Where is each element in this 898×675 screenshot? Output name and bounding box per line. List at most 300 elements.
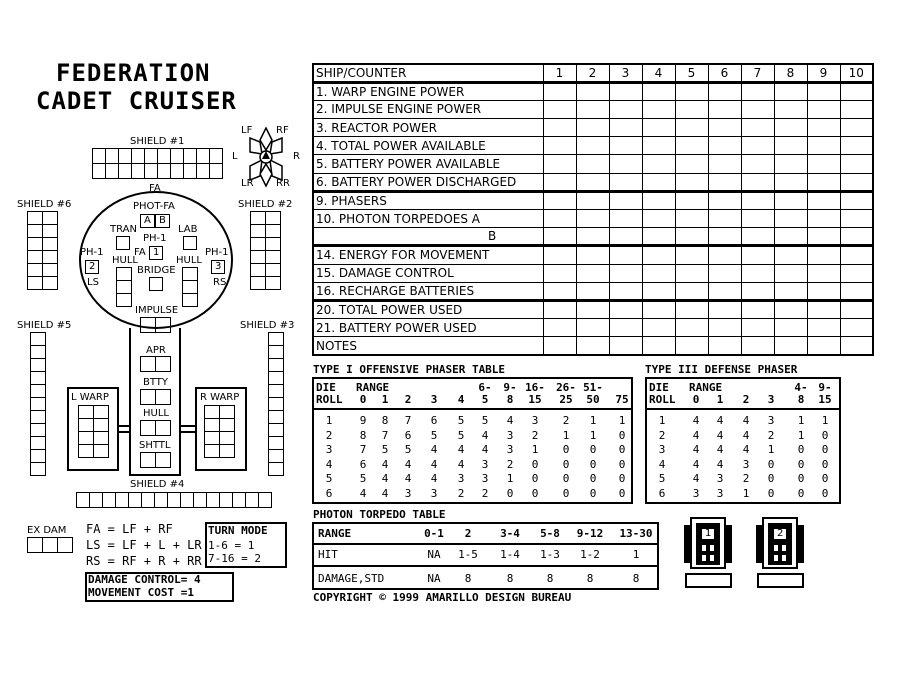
energy-cell[interactable] [609, 300, 642, 318]
compass-r: R [293, 151, 300, 162]
phaser-result: 4 [430, 443, 438, 456]
drone-rack-2-box[interactable] [757, 573, 804, 588]
energy-cell[interactable] [642, 100, 675, 118]
shield5-boxes[interactable] [30, 332, 46, 475]
rs-equation: RS = RF + R + RR [86, 554, 202, 568]
phaser-result: 5 [457, 428, 465, 442]
photon-range-value: 13-30 [619, 527, 653, 540]
phaser-die-value: 5 [658, 472, 666, 485]
ph1-top-label: PH-1 [143, 233, 167, 244]
hull-center-label: HULL [143, 408, 169, 419]
energy-cell[interactable] [708, 337, 741, 355]
energy-cell[interactable] [675, 119, 708, 137]
energy-cell[interactable] [675, 228, 708, 246]
energy-cell[interactable] [675, 337, 708, 355]
energy-cell[interactable] [642, 119, 675, 137]
energy-cell[interactable] [543, 246, 576, 264]
energy-cell[interactable] [741, 210, 774, 228]
shield1-boxes[interactable] [92, 148, 222, 164]
energy-cell[interactable] [642, 228, 675, 246]
energy-col-8: 8 [774, 64, 807, 82]
phaser-result: 4 [716, 428, 724, 442]
energy-col-1: 1 [543, 64, 576, 82]
energy-cell[interactable] [576, 100, 609, 118]
energy-cell[interactable] [609, 337, 642, 355]
phaser-result: 4 [430, 457, 438, 471]
energy-cell[interactable] [543, 137, 576, 155]
energy-cell[interactable] [543, 100, 576, 118]
phaser-range-bot: 8 [797, 393, 805, 406]
phaser-result: 5 [381, 443, 389, 456]
energy-cell[interactable] [543, 173, 576, 191]
phaser-result: 0 [562, 457, 570, 471]
energy-cell[interactable] [642, 282, 675, 300]
shield1-label: SHIELD #1 [130, 136, 185, 147]
energy-cell[interactable] [642, 337, 675, 355]
energy-cell[interactable] [609, 119, 642, 137]
energy-row-label: 9. PHASERS [313, 191, 543, 209]
shield6-boxes-a[interactable] [27, 211, 43, 289]
energy-cell[interactable] [609, 228, 642, 246]
energy-cell[interactable] [609, 191, 642, 209]
energy-col-2: 2 [576, 64, 609, 82]
energy-row-label: 3. REACTOR POWER [313, 119, 543, 137]
hull-right-label: HULL [176, 255, 202, 266]
phaser-range-bot: 8 [506, 393, 514, 406]
energy-cell[interactable] [576, 300, 609, 318]
energy-cell[interactable] [543, 264, 576, 282]
energy-cell[interactable] [576, 173, 609, 191]
phaser-result: 1 [767, 443, 775, 456]
turn-mode-title: TURN MODE [208, 524, 268, 537]
phaser-range-top: 4- [794, 381, 808, 394]
btty-boxes[interactable] [140, 389, 170, 405]
energy-cell[interactable] [774, 191, 807, 209]
phaser-die-value: 3 [658, 443, 666, 456]
phaser-result: 1 [618, 414, 626, 427]
apr-boxes[interactable] [140, 356, 170, 372]
energy-cell[interactable] [609, 210, 642, 228]
energy-cell[interactable] [543, 282, 576, 300]
phaser-range-top: 16- [525, 381, 545, 394]
energy-cell[interactable] [609, 319, 642, 337]
energy-cell[interactable] [543, 228, 576, 246]
energy-cell[interactable] [807, 119, 840, 137]
lab-box[interactable] [183, 236, 197, 250]
phaser-result: 6 [359, 457, 367, 471]
phaser-range-label: RANGE [356, 381, 390, 394]
energy-cell[interactable] [741, 264, 774, 282]
phaser-result: 4 [716, 443, 724, 456]
phaser-result: 4 [404, 472, 412, 485]
phaser-range-bot: 5 [481, 393, 489, 406]
ph1-right-label: PH-1 [205, 247, 229, 258]
phaser-result: 1 [506, 472, 514, 485]
energy-cell[interactable] [774, 319, 807, 337]
energy-cell[interactable] [774, 137, 807, 155]
energy-cell[interactable] [609, 246, 642, 264]
energy-cell[interactable] [708, 119, 741, 137]
energy-cell[interactable] [807, 210, 840, 228]
phaser-range-bot: 3 [430, 393, 438, 406]
drone-rack-1-num: 1 [705, 528, 712, 539]
phaser-result: 4 [404, 457, 412, 471]
phaser-range-bot: 4 [457, 393, 465, 406]
turn-mode-2: 7-16 = 2 [208, 552, 261, 565]
energy-cell[interactable] [576, 264, 609, 282]
phaser-result: 5 [457, 414, 465, 427]
energy-cell[interactable] [675, 191, 708, 209]
shield3-boxes[interactable] [268, 332, 284, 475]
energy-cell[interactable] [807, 191, 840, 209]
bridge-box[interactable] [149, 277, 163, 291]
phaser-result: 1 [531, 443, 539, 456]
energy-cell[interactable] [741, 282, 774, 300]
phaser-result: 3 [767, 414, 775, 427]
hull-left-boxes[interactable] [116, 267, 132, 306]
energy-cell[interactable] [774, 228, 807, 246]
energy-cell[interactable] [840, 319, 873, 337]
energy-cell[interactable] [675, 264, 708, 282]
energy-cell[interactable] [807, 100, 840, 118]
energy-cell[interactable] [840, 246, 873, 264]
energy-cell[interactable] [609, 100, 642, 118]
exdam-boxes[interactable] [27, 537, 72, 553]
energy-cell[interactable] [840, 228, 873, 246]
phaser3-table [645, 377, 841, 504]
energy-cell[interactable] [543, 119, 576, 137]
phaser-result: 4 [457, 443, 465, 456]
energy-row-label: 15. DAMAGE CONTROL [313, 264, 543, 282]
energy-cell[interactable] [576, 210, 609, 228]
energy-cell[interactable] [576, 137, 609, 155]
phaser-result: 2 [742, 472, 750, 485]
phaser-result: 0 [531, 472, 539, 485]
energy-cell[interactable] [741, 82, 774, 100]
energy-col-6: 6 [708, 64, 741, 82]
energy-cell[interactable] [675, 173, 708, 191]
energy-cell[interactable] [576, 191, 609, 209]
energy-cell[interactable] [840, 137, 873, 155]
energy-cell[interactable] [642, 210, 675, 228]
energy-cell[interactable] [807, 82, 840, 100]
energy-cell[interactable] [675, 82, 708, 100]
shield3-label: SHIELD #3 [240, 320, 295, 331]
energy-cell[interactable] [576, 319, 609, 337]
phaser-result: 0 [797, 486, 805, 500]
energy-cell[interactable] [774, 264, 807, 282]
phaser-result: 0 [589, 457, 597, 471]
energy-cell[interactable] [807, 137, 840, 155]
phaser-result: 0 [589, 486, 597, 500]
phaser-result: 0 [821, 486, 829, 500]
phaser-result: 0 [767, 472, 775, 485]
energy-cell[interactable] [609, 137, 642, 155]
energy-cell[interactable] [708, 300, 741, 318]
phaser-result: 3 [742, 457, 750, 471]
shttl-boxes[interactable] [140, 452, 170, 468]
energy-cell[interactable] [543, 319, 576, 337]
photon-title: PHOTON TORPEDO TABLE [313, 508, 446, 521]
phaser-result: 4 [716, 414, 724, 427]
energy-cell[interactable] [708, 155, 741, 173]
energy-row-label: 20. TOTAL POWER USED [313, 300, 543, 318]
energy-cell[interactable] [675, 210, 708, 228]
energy-cell[interactable] [741, 137, 774, 155]
energy-cell[interactable] [675, 100, 708, 118]
energy-cell[interactable] [774, 246, 807, 264]
energy-cell[interactable] [807, 228, 840, 246]
energy-cell[interactable] [576, 155, 609, 173]
energy-cell[interactable] [675, 300, 708, 318]
phaser-result: 2 [767, 428, 775, 442]
phaser3-title: TYPE III DEFENSE PHASER [645, 363, 798, 376]
energy-cell[interactable] [840, 264, 873, 282]
shield1-boxes-row2[interactable] [92, 163, 222, 179]
energy-cell[interactable] [774, 210, 807, 228]
energy-cell[interactable] [741, 337, 774, 355]
energy-cell[interactable] [576, 82, 609, 100]
photon-hit-value: 1-5 [458, 548, 478, 561]
phaser-result: 8 [381, 414, 389, 427]
energy-cell[interactable] [642, 155, 675, 173]
energy-cell[interactable] [840, 282, 873, 300]
phaser-range-bot: 2 [404, 393, 412, 406]
energy-cell[interactable] [741, 319, 774, 337]
lwarp-boxes-a[interactable] [78, 405, 94, 457]
photon-range-value: 2 [464, 527, 472, 540]
tran-box[interactable] [116, 236, 130, 250]
energy-cell[interactable] [774, 300, 807, 318]
btty-label: BTTY [143, 377, 169, 388]
energy-cell[interactable] [840, 100, 873, 118]
phaser-result: 3 [481, 472, 489, 485]
phaser-range-top: 26- [556, 381, 576, 394]
energy-cell[interactable] [807, 246, 840, 264]
energy-cell[interactable] [708, 100, 741, 118]
energy-cell[interactable] [576, 228, 609, 246]
energy-cell[interactable] [807, 155, 840, 173]
phaser-result: 6 [430, 414, 438, 427]
phaser-range-bot: 75 [615, 393, 629, 406]
hull-center-boxes[interactable] [140, 420, 170, 436]
phaser-result: 4 [359, 486, 367, 500]
energy-cell[interactable] [708, 264, 741, 282]
bridge-label: BRIDGE [137, 265, 176, 276]
energy-row-label: 14. ENERGY FOR MOVEMENT [313, 246, 543, 264]
compass-lr: LR [241, 178, 254, 189]
energy-cell[interactable] [543, 191, 576, 209]
photon-range-value: 9-12 [576, 527, 604, 540]
energy-cell[interactable] [807, 173, 840, 191]
hull-right-boxes[interactable] [182, 267, 198, 306]
energy-cell[interactable] [543, 82, 576, 100]
photon-hit-value: 1-3 [540, 548, 560, 561]
energy-cell[interactable] [741, 155, 774, 173]
energy-cell[interactable] [840, 119, 873, 137]
energy-cell[interactable] [741, 119, 774, 137]
energy-cell[interactable] [774, 119, 807, 137]
energy-cell[interactable] [708, 228, 741, 246]
phaser-roll-label: ROLL [316, 393, 343, 406]
fa-small-label: FA [134, 247, 146, 258]
photon-range-value: 3-4 [500, 527, 520, 540]
energy-cell[interactable] [774, 155, 807, 173]
energy-cell[interactable] [543, 300, 576, 318]
energy-cell[interactable] [840, 173, 873, 191]
energy-cell[interactable] [675, 282, 708, 300]
energy-cell[interactable] [609, 82, 642, 100]
energy-cell[interactable] [576, 337, 609, 355]
energy-cell[interactable] [840, 210, 873, 228]
energy-cell[interactable] [708, 82, 741, 100]
energy-cell[interactable] [741, 173, 774, 191]
shield2-boxes-b[interactable] [265, 211, 281, 289]
energy-cell[interactable] [642, 137, 675, 155]
energy-cell[interactable] [774, 100, 807, 118]
energy-cell[interactable] [741, 300, 774, 318]
tran-label: TRAN [110, 224, 137, 235]
energy-cell[interactable] [609, 155, 642, 173]
shield6-boxes-b[interactable] [42, 211, 58, 289]
phaser-result: 0 [589, 443, 597, 456]
energy-cell[interactable] [543, 210, 576, 228]
phaser-range-bot: 3 [767, 393, 775, 406]
energy-cell[interactable] [807, 300, 840, 318]
energy-cell[interactable] [708, 282, 741, 300]
phaser-result: 4 [692, 443, 700, 456]
energy-cell[interactable] [576, 282, 609, 300]
energy-cell[interactable] [642, 173, 675, 191]
energy-cell[interactable] [609, 282, 642, 300]
phaser-result: 2 [506, 457, 514, 471]
photon-damage-value: 8 [632, 572, 640, 585]
energy-cell[interactable] [840, 300, 873, 318]
phaser-result: 4 [692, 457, 700, 471]
phaser-result: 4 [692, 428, 700, 442]
energy-cell[interactable] [708, 246, 741, 264]
energy-cell[interactable] [543, 337, 576, 355]
energy-cell[interactable] [543, 155, 576, 173]
energy-cell[interactable] [840, 82, 873, 100]
drone-rack-2-icon[interactable] [755, 516, 805, 572]
photon-damage-value: 8 [464, 572, 472, 585]
shield5-label: SHIELD #5 [17, 320, 72, 331]
energy-cell[interactable] [609, 173, 642, 191]
energy-cell[interactable] [642, 82, 675, 100]
phaser-range-bot: 15 [818, 393, 832, 406]
phaser-result: 0 [618, 486, 626, 500]
energy-cell[interactable] [741, 246, 774, 264]
energy-cell[interactable] [774, 282, 807, 300]
photon-hit-value: 1-2 [580, 548, 600, 561]
energy-cell[interactable] [774, 82, 807, 100]
energy-cell[interactable] [774, 173, 807, 191]
rs-label: RS [213, 277, 227, 288]
phaser-result: 0 [767, 486, 775, 500]
copyright-text: COPYRIGHT © 1999 AMARILLO DESIGN BUREAU [313, 591, 572, 604]
energy-cell[interactable] [774, 337, 807, 355]
movement-cost-text: MOVEMENT COST =1 [88, 586, 194, 599]
energy-cell[interactable] [675, 246, 708, 264]
turn-mode-1: 1-6 = 1 [208, 539, 255, 552]
shield4-boxes[interactable] [76, 492, 271, 508]
energy-cell[interactable] [807, 319, 840, 337]
shield6-label: SHIELD #6 [17, 199, 72, 210]
energy-cell[interactable] [576, 246, 609, 264]
energy-col-5: 5 [675, 64, 708, 82]
phaser-range-label: RANGE [689, 381, 723, 394]
energy-cell[interactable] [840, 191, 873, 209]
phaser-result: 0 [767, 457, 775, 471]
photon-range-value: 0-1 [424, 527, 444, 540]
shield2-label: SHIELD #2 [238, 199, 293, 210]
phaser-result: 4 [381, 472, 389, 485]
energy-cell[interactable] [642, 246, 675, 264]
damage-control-text: DAMAGE CONTROL= 4 [88, 573, 201, 586]
compass-lf: LF [241, 125, 253, 136]
energy-cell[interactable] [741, 191, 774, 209]
energy-cell[interactable] [840, 337, 873, 355]
energy-cell[interactable] [642, 264, 675, 282]
energy-cell[interactable] [576, 119, 609, 137]
drone-rack-1-icon[interactable] [683, 516, 733, 572]
phaser-result: 4 [692, 414, 700, 427]
energy-cell[interactable] [807, 282, 840, 300]
rwarp-boxes-a[interactable] [204, 405, 220, 457]
energy-cell[interactable] [708, 191, 741, 209]
energy-cell[interactable] [807, 337, 840, 355]
energy-cell[interactable] [642, 300, 675, 318]
apr-label: APR [146, 345, 166, 356]
energy-cell[interactable] [675, 319, 708, 337]
energy-row-label: NOTES [313, 337, 543, 355]
phaser-result: 1 [562, 428, 570, 442]
phaser-result: 3 [457, 472, 465, 485]
energy-cell[interactable] [741, 228, 774, 246]
energy-cell[interactable] [708, 319, 741, 337]
energy-cell[interactable] [708, 137, 741, 155]
energy-cell[interactable] [675, 155, 708, 173]
phaser-range-bot: 0 [359, 393, 367, 406]
phaser-range-bot: 0 [692, 393, 700, 406]
energy-cell[interactable] [642, 319, 675, 337]
phaser-result: 4 [716, 457, 724, 471]
energy-cell[interactable] [708, 210, 741, 228]
energy-allocation-table [312, 63, 874, 356]
drone-rack-2-num: 2 [777, 528, 784, 539]
photon-damage-value: NA [427, 572, 441, 585]
energy-cell[interactable] [642, 191, 675, 209]
energy-cell[interactable] [741, 100, 774, 118]
energy-cell[interactable] [708, 173, 741, 191]
impulse-boxes[interactable] [140, 317, 170, 333]
drone-rack-1-box[interactable] [685, 573, 732, 588]
phaser-result: 0 [618, 457, 626, 471]
energy-cell[interactable] [675, 137, 708, 155]
energy-cell[interactable] [807, 264, 840, 282]
phaser-range-bot: 1 [716, 393, 724, 406]
phaser-result: 4 [381, 486, 389, 500]
photon-b-label: B [159, 215, 166, 226]
rwarp-boxes-b[interactable] [219, 405, 235, 457]
energy-cell[interactable] [840, 155, 873, 173]
lwarp-boxes-b[interactable] [93, 405, 109, 457]
phaser1-title: TYPE I OFFENSIVE PHASER TABLE [313, 363, 506, 376]
energy-col-10: 10 [840, 64, 873, 82]
energy-cell[interactable] [609, 264, 642, 282]
phaser-result: 9 [359, 414, 367, 427]
